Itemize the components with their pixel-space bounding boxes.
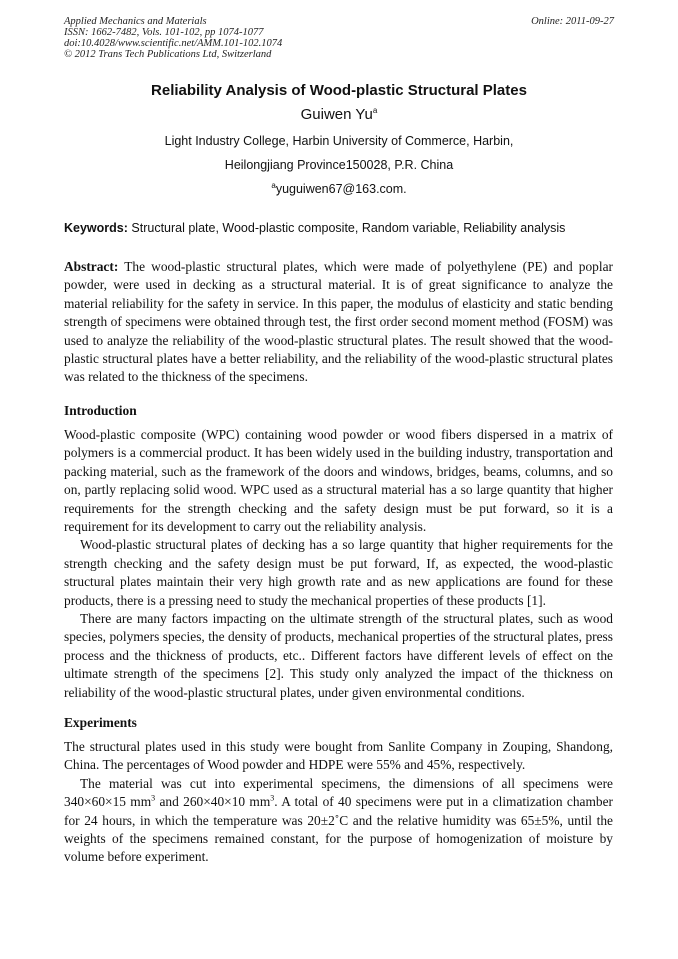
experiments-heading: Experiments <box>64 715 137 730</box>
intro-paragraph-1: Wood-plastic composite (WPC) containing wood powder or wood fibers dispersed in a matrix of polymers is a commercial product. It has been widely used in the building industry, transportation and packing material, such as the framework of the doors and windows, bridges, beams, columns, and so on, partly replacing solid wood. WPC used as a structural material has a so large quantity that higher requirements for the strength checking and the safety design must be put forward, so it is a requirement for its development to carry out the reliability analysis. <box>64 427 613 535</box>
author-line <box>64 106 614 123</box>
experiments-body <box>64 738 613 867</box>
abstract-label: Abstract: <box>64 259 119 274</box>
exp-paragraph-1: The structural plates used in this study were bought from Sanlite Company in Zouping, Shandong, China. The percentages of Wood powder and HDPE were 55% and 45%, respectively. <box>64 739 613 773</box>
introduction-heading: Introduction <box>64 403 137 418</box>
abstract <box>64 258 613 387</box>
author-email: yuguiwen67@163.com. <box>275 182 407 196</box>
journal-header <box>64 16 614 60</box>
online-date: Online: 2011-09-27 <box>531 16 614 27</box>
keywords <box>64 221 614 235</box>
email-sup: a <box>271 180 276 190</box>
keywords-label: Keywords: <box>64 221 128 235</box>
exp-p2-c: . A total of 40 specimens were put in a climatization chamber for 24 hours, in which the temperature was 20±2˚C and the relative humidity was 65±5%, until the weights of the specimens remained constant, for the purpose of homogenization of moisture by volume before experiment. <box>64 794 613 865</box>
affiliation-line-1: Light Industry College, Harbin University of Commerce, Harbin, <box>164 134 514 148</box>
email-line <box>64 182 614 196</box>
affiliation-line-2: Heilongjiang Province150028, P.R. China <box>224 158 454 172</box>
keywords-text: Structural plate, Wood-plastic composite, Random variable, Reliability analysis <box>131 221 566 235</box>
exp-p2-b: and 260×40×10 mm <box>155 794 271 810</box>
author-name: Guiwen Yu <box>300 106 373 123</box>
intro-paragraph-2: Wood-plastic structural plates of decking has a so large quantity that higher requirements for the strength checking and the safety design must be put forward, If, as expected, the wood-plastic structural plates maintain their very high growth rate and as new applications are found for these products, there is a pressing need to study the mechanical properties of these products [1]. <box>64 537 613 608</box>
abstract-text: The wood-plastic structural plates, which were made of polyethylene (PE) and poplar powder, were used in decking as a structural material. It is of great significance to analyze the material reliability for the safety in service. In this paper, the modulus of elasticity and static bending strength of specimens were obtained through test, the first order second moment method (FOSM) was used to analyze the reliability of the wood-plastic structural plates. The result showed that the wood-plastic structural plates have a better reliability, and the reliability of the wood-plastic structural plates was related to the thickness of the specimens. <box>64 259 614 385</box>
author-sup: a <box>372 106 378 115</box>
copyright-line: © 2012 Trans Tech Publications Ltd, Switzerland <box>64 49 272 60</box>
issn-line: ISSN: 1662-7482, Vols. 101-102, pp 1074-1077 <box>64 27 264 38</box>
exp-p2-a: The material was cut into experimental specimens, the dimensions of all specimens were 340×60×15 mm <box>64 775 613 810</box>
doi-line: doi:10.4028/www.scientific.net/AMM.101-102.1074 <box>64 38 283 49</box>
exp-p2-sup1: 3 <box>151 793 156 803</box>
journal-name: Applied Mechanics and Materials <box>64 16 207 27</box>
paper-title: Reliability Analysis of Wood-plastic Structural Plates <box>151 82 527 99</box>
exp-p2-sup2: 3 <box>270 793 275 803</box>
intro-paragraph-3: There are many factors impacting on the ultimate strength of the structural plates, such as wood species, polymers species, the density of products, mechanical properties of the structural plates, press process and the thickness of products, etc.. Different factors have different levels of effect on the ultimate strength of the specimens [2]. This study only analyzed the impact of the thickness on reliability of the wood-plastic structural plates, under given environmental conditions. <box>64 611 613 700</box>
introduction-body <box>64 426 613 702</box>
exp-paragraph-2 <box>64 775 613 867</box>
